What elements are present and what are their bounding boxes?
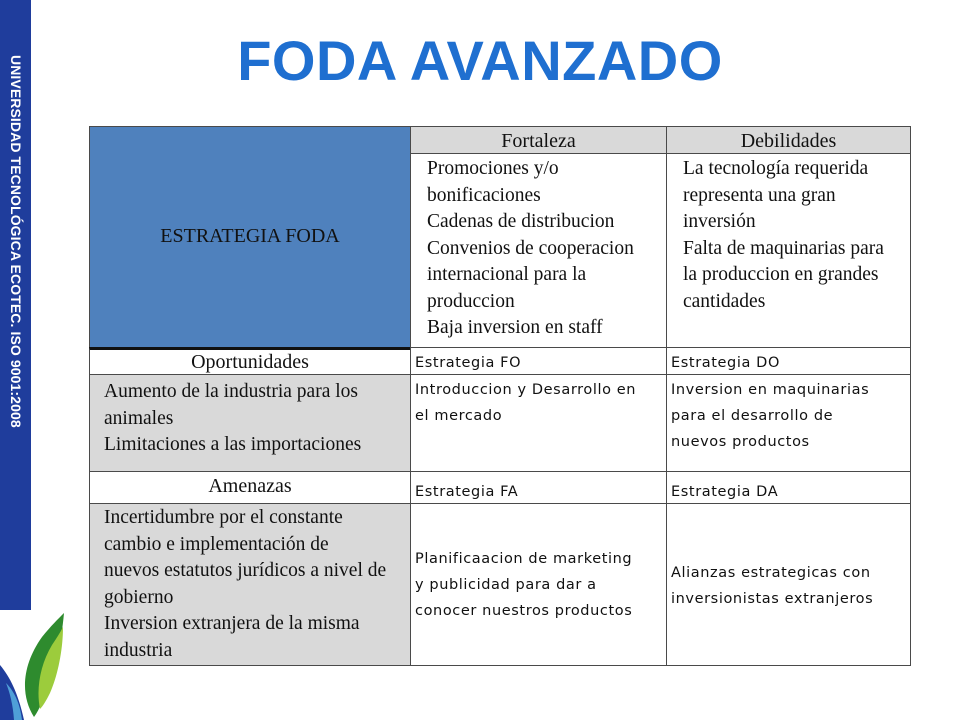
list-item: nuevos estatutos jurídicos a nivel de [104,560,387,581]
strategy-line: nuevos productos [671,434,810,450]
do-label: Estrategia DO [671,355,780,371]
amenazas-header [89,471,411,504]
list-item: la produccion en grandes [683,264,879,285]
debilidades-list [666,153,911,348]
list-item: cambio e implementación de [104,533,329,555]
strategy-line: y publicidad para dar a [415,577,597,593]
strategy-line: Planificaacion de marketing [415,551,633,567]
debilidades-header [666,126,911,154]
oportunidades-header [89,347,411,375]
fo-label-cell [410,347,667,375]
list-item: bonificaciones [427,184,541,206]
strategy-line: Introduccion y Desarrollo en [415,382,637,398]
list-item: Promociones y/o [427,158,559,179]
list-item: Cadenas de distribucion [427,211,615,232]
fo-strategy [410,374,667,472]
list-item: Incertidumbre por el constante [104,507,343,528]
da-label-cell [666,471,911,504]
list-item: Baja inversion en staff [427,317,603,338]
fa-label: Estrategia FA [415,484,519,500]
list-item: inversión [683,211,756,232]
list-item: industria [104,639,173,661]
strategy-line: inversionistas extranjeros [671,591,874,607]
fortaleza-header [410,126,667,154]
strategy-line: Alianzas estrategicas con [671,565,871,581]
amenazas-list [89,503,411,666]
strategy-line: el mercado [415,408,503,424]
list-item: cantidades [683,290,766,312]
corner-label: ESTRATEGIA FODA [160,225,340,247]
debilidades-header-label: Debilidades [740,130,837,152]
fortaleza-header-label: Fortaleza [501,130,576,152]
list-item: gobierno [104,586,174,608]
oportunidades-list [89,374,411,472]
do-strategy [666,374,911,472]
oportunidades-header-label: Oportunidades [191,351,309,373]
fo-label: Estrategia FO [415,355,522,371]
list-item: Inversion extranjera de la misma [104,613,360,634]
strategy-line: para el desarrollo de [671,408,834,424]
list-item: representa una gran [683,184,836,206]
fortaleza-list [410,153,667,348]
corner-cell [89,126,411,348]
amenazas-header-label: Amenazas [208,475,292,497]
list-item: La tecnología requerida [683,158,869,179]
do-label-cell [666,347,911,375]
strategy-line: Inversion en maquinarias [671,382,870,398]
strategy-line: conocer nuestros productos [415,603,633,619]
leaf-icon [0,605,70,720]
list-item: internacional para la [427,264,587,285]
list-item: Falta de maquinarias para [683,237,884,259]
sidebar-text: UNIVERSIDAD TECNOLÓGICA ECOTEC. ISO 9001:2008 [8,55,24,428]
list-item: produccion [427,290,515,312]
list-item: Limitaciones a las importaciones [104,434,362,455]
fa-strategy [410,503,667,666]
list-item: animales [104,407,174,429]
da-strategy [666,503,911,666]
list-item: Convenios de cooperacion [427,237,634,259]
page-title: FODA AVANZADO [237,29,723,92]
da-label: Estrategia DA [671,484,779,500]
fa-label-cell [410,471,667,504]
list-item: Aumento de la industria para los [104,381,358,402]
